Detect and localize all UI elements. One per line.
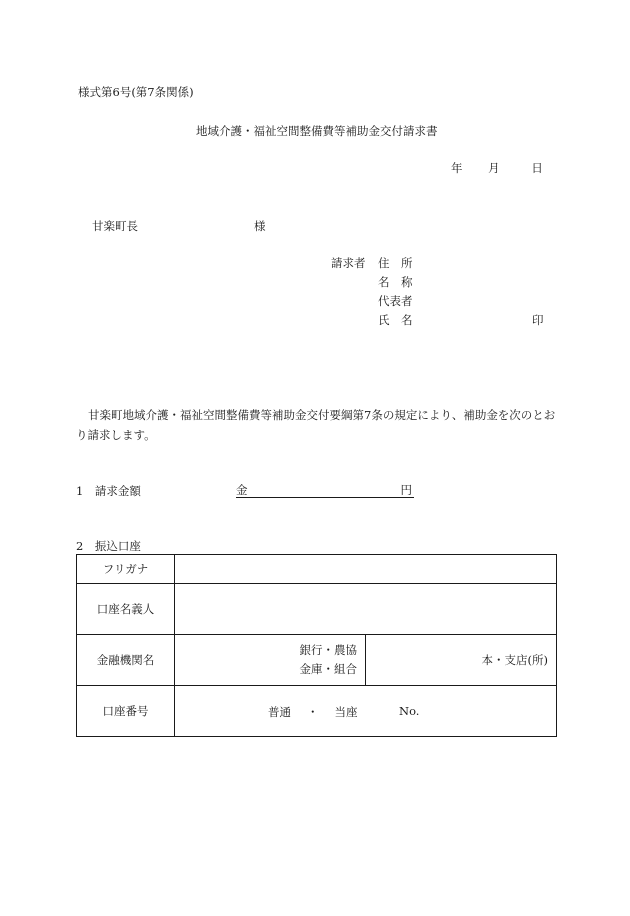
institution-label: 金融機関名 xyxy=(77,635,175,686)
account-holder-label: 口座名義人 xyxy=(77,584,175,635)
institution-name-input[interactable] xyxy=(175,635,366,686)
amount-field[interactable] xyxy=(236,481,414,498)
name-label: 名 称 xyxy=(378,275,413,289)
account-type-current[interactable]: 当座 xyxy=(334,705,358,719)
account-type-separator: ・ xyxy=(307,705,319,719)
bank-types-line-1: 銀行・農協 xyxy=(299,643,357,657)
table-row xyxy=(77,635,557,686)
amount-prefix: 金 xyxy=(236,483,248,497)
date-line xyxy=(451,160,543,176)
addressee-name: 甘楽町長 xyxy=(92,219,138,233)
full-name-label: 氏 名 xyxy=(378,313,413,327)
document-title: 地域介護・福祉空間整備費等補助金交付請求書 xyxy=(196,124,438,138)
furigana-label: フリガナ xyxy=(77,555,175,584)
date-day: 日 xyxy=(531,161,543,175)
date-year: 年 xyxy=(451,161,463,175)
account-holder-input[interactable] xyxy=(175,584,557,635)
account-number-input[interactable] xyxy=(175,686,557,737)
branch-label: 本・支店(所) xyxy=(481,653,548,667)
seal-mark: 印 xyxy=(532,313,544,327)
form-number: 様式第6号(第7条関係) xyxy=(78,85,194,99)
bank-types-line-2: 金庫・組合 xyxy=(299,662,357,676)
section-2-heading: 2 振込口座 xyxy=(76,539,141,553)
amount-suffix: 円 xyxy=(400,483,412,497)
section-1-heading: 1 請求金額 xyxy=(76,484,141,498)
table-row xyxy=(77,555,557,584)
claimant-label: 請求者 xyxy=(331,256,366,270)
date-month: 月 xyxy=(488,161,500,175)
request-statement: 甘楽町地域介護・福祉空間整備費等補助金交付要綱第7条の規定により、補助金を次のとおり請求します。 xyxy=(76,408,556,442)
account-type-options xyxy=(268,704,358,720)
account-type-normal[interactable]: 普通 xyxy=(268,705,291,719)
representative-label: 代表者 xyxy=(378,294,413,308)
bank-account-table xyxy=(76,554,557,737)
table-row xyxy=(77,686,557,737)
account-number-prefix: No. xyxy=(399,704,420,718)
addressee-honorific: 様 xyxy=(254,219,266,233)
account-number-label: 口座番号 xyxy=(77,686,175,737)
branch-input[interactable] xyxy=(366,635,557,686)
furigana-input[interactable] xyxy=(175,555,557,584)
table-row xyxy=(77,584,557,635)
address-label: 住 所 xyxy=(378,256,413,270)
